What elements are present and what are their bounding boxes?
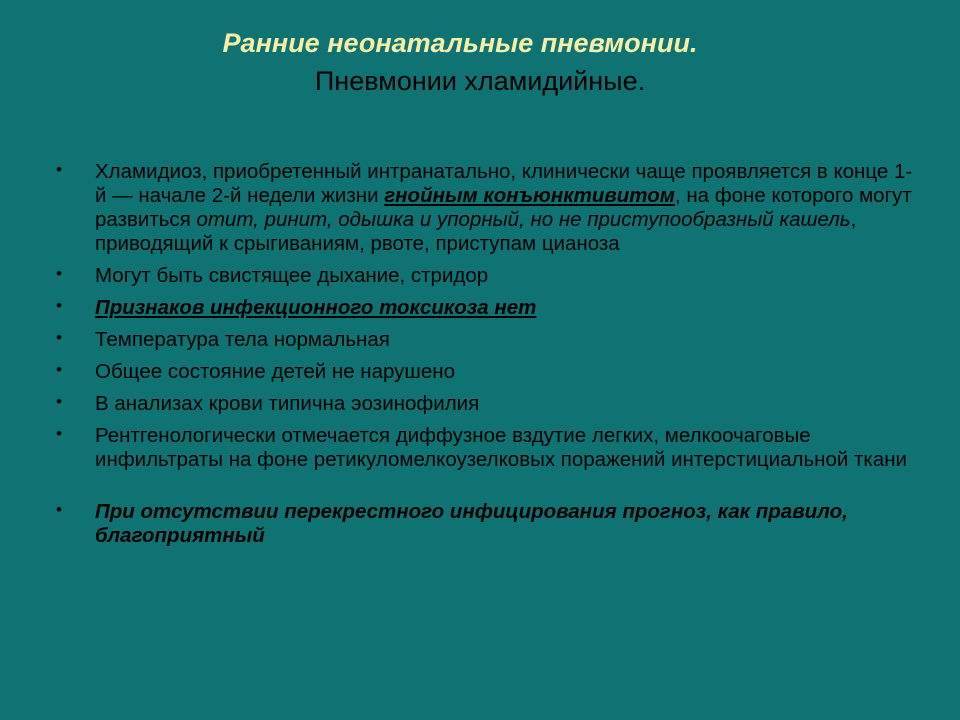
- bullet-marker-icon: •: [56, 424, 62, 443]
- bullet-text-segment: отит, ринит, одышка и упорный, но не приступообразный кашель: [196, 208, 851, 231]
- bullet-text-segment: При отсутствии перекрестного инфицирования прогноз, как правило, благоприятный: [95, 500, 848, 547]
- bullet-marker-icon: •: [56, 296, 62, 315]
- bullet-marker-icon: •: [56, 264, 62, 283]
- bullet-item: [56, 296, 916, 320]
- bullet-marker-icon: •: [56, 328, 62, 347]
- bullet-text-segment: Хламидиоз, приобретенный интранатально, клинически чаще проявляется в конце 1-й — начале 2-й недели жизни: [95, 160, 913, 207]
- title-main: Ранние неонатальные пневмонии.: [222, 28, 698, 58]
- bullet-item: [56, 424, 916, 472]
- bullet-text-segment: В анализах крови типична эозинофилия: [95, 392, 480, 415]
- bullet-text-segment: гнойным конъюнктивитом: [384, 184, 675, 207]
- bullet-text-segment: Могут быть свистящее дыхание, стридор: [95, 264, 489, 287]
- bullet-marker-icon: •: [56, 160, 62, 179]
- bullet-item: [56, 360, 916, 384]
- bullet-marker-icon: •: [56, 360, 62, 379]
- bullet-marker-icon: •: [56, 500, 62, 519]
- bullet-item: [56, 328, 916, 352]
- bullet-marker-icon: •: [56, 392, 62, 411]
- bullet-item: [56, 392, 916, 416]
- bullet-text-segment: Температура тела нормальная: [95, 328, 390, 351]
- bullet-text-segment: , приводящий к срыгиваниям, рвоте, приступам цианоза: [95, 208, 857, 255]
- bullet-item: [56, 160, 916, 256]
- bullet-item: [56, 500, 916, 548]
- bullet-item: [56, 264, 916, 288]
- bullet-text-segment: Признаков инфекционного токсикоза нет: [95, 296, 537, 319]
- slide-title: [0, 26, 960, 98]
- bullet-text-segment: Общее состояние детей не нарушено: [95, 360, 456, 383]
- bullet-list: [56, 160, 916, 556]
- title-subtitle: Пневмонии хламидийные.: [314, 66, 646, 96]
- bullet-text-segment: , на фоне которого могут развиться: [95, 184, 912, 231]
- bullet-text-segment: Рентгенологически отмечается диффузное вздутие легких, мелкоочаговые инфильтраты на фоне ретикуломелкоузелковых поражений интерстициальной ткани: [95, 424, 908, 471]
